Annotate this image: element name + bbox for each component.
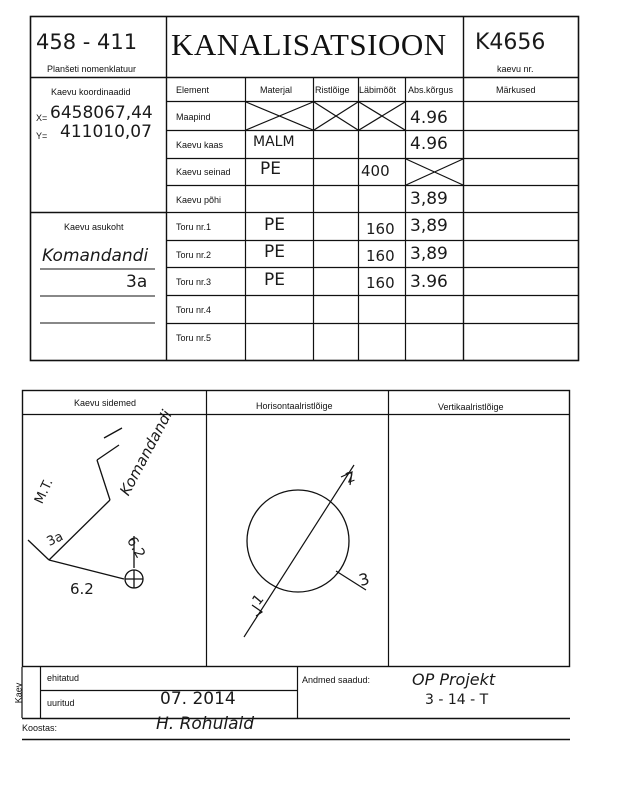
row-element: Toru nr.1 (176, 222, 212, 232)
location-street: Komandandi (42, 246, 149, 266)
sheet-number-label: Planšeti nomenklatuur (47, 64, 137, 74)
sketch-horizontal-label: Horisontaalristlõige (256, 401, 333, 411)
x-coordinate: 6458067,44 (50, 103, 153, 123)
abs-height-value: 4.96 (410, 134, 448, 154)
y-coordinate: 411010,07 (60, 122, 152, 142)
well-number: K4656 (475, 30, 546, 55)
header-abs-height: Abs.kõrgus (408, 85, 454, 95)
compiled-label: Koostas: (22, 723, 58, 733)
row-element: Kaevu kaas (176, 140, 224, 150)
sketch-street-komandandi: Komandandi (116, 407, 176, 499)
compiled-by: H. Rohulaid (156, 714, 255, 734)
sketch-vertical-label: Vertikaalristlõige (438, 402, 504, 412)
data-source-code: 3 - 14 - T (425, 692, 489, 708)
abs-height-value: 4.96 (410, 108, 448, 128)
row-element: Toru nr.2 (176, 250, 212, 260)
diameter-value: 160 (366, 274, 395, 292)
diameter-value: 400 (361, 162, 390, 180)
location-house-number: 3a (126, 272, 148, 292)
data-source-company: OP Projekt (412, 670, 496, 689)
header-element: Element (176, 85, 210, 95)
material-value: PE (264, 242, 285, 262)
material-value: MALM (253, 134, 295, 150)
page-title: KANALISATSIOON (171, 27, 447, 62)
header-notes: Märkused (496, 85, 536, 95)
coordinates-label: Kaevu koordinaadid (51, 87, 131, 97)
header-material: Materjal (260, 85, 293, 95)
header-cross-section: Ristlõige (315, 85, 350, 95)
material-value: PE (260, 159, 281, 179)
row-element: Toru nr.4 (176, 305, 212, 315)
row-element: Toru nr.3 (176, 277, 212, 287)
sketch-label-3a: 3a (44, 529, 66, 550)
y-prefix: Y= (36, 131, 48, 141)
row-element: Kaevu põhi (176, 195, 222, 205)
abs-height-value: 3.96 (410, 272, 448, 292)
sketch-distance: 6.2 (123, 534, 149, 562)
diameter-value: 160 (366, 220, 395, 238)
measured-label: uuritud (47, 698, 75, 708)
location-label: Kaevu asukoht (64, 222, 124, 232)
x-prefix: X= (36, 113, 48, 123)
diameter-value: 160 (366, 247, 395, 265)
measured-date: 07. 2014 (160, 689, 236, 709)
pipe-label: 3 (356, 569, 372, 590)
abs-height-value: 3,89 (410, 244, 448, 264)
row-element: Kaevu seinad (176, 167, 231, 177)
sketch-street-mt: M.T. (32, 476, 57, 507)
data-source-label: Andmed saadud: (302, 675, 371, 685)
material-value: PE (264, 215, 285, 235)
kaev-label: Kaev (13, 682, 24, 704)
well-number-label: kaevu nr. (497, 64, 534, 74)
abs-height-value: 3,89 (410, 216, 448, 236)
sheet-number: 458 - 411 (36, 30, 138, 54)
header-diameter: Läbimõõt (359, 85, 397, 95)
sketch-distance: 6.2 (70, 580, 94, 598)
abs-height-value: 3,89 (410, 189, 448, 209)
row-element: Toru nr.5 (176, 333, 212, 343)
row-element: Maapind (176, 112, 211, 122)
pipe-label: 2 (343, 468, 358, 488)
built-label: ehitatud (47, 673, 80, 683)
pipe-label: 1 (249, 591, 268, 609)
material-value: PE (264, 270, 285, 290)
sketch-connections-label: Kaevu sidemed (74, 398, 137, 408)
